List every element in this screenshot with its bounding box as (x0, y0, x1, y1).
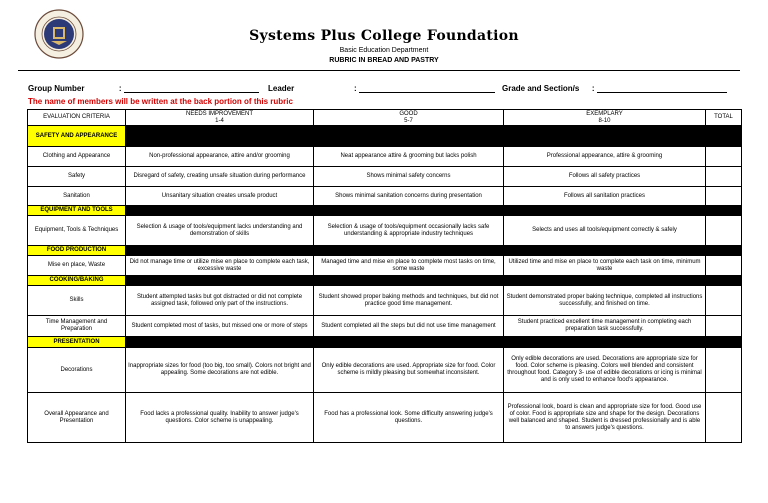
criteria-cell: Safety (28, 167, 126, 187)
good-cell: Student completed all the steps but did not use time management (314, 316, 504, 337)
group-number-input[interactable] (124, 84, 259, 93)
section-bar (126, 337, 742, 348)
needs-cell: Selection & usage of tools/equipment lacks understanding and demonstration of skills (126, 216, 314, 246)
needs-cell: Unsanitary situation creates unsafe product (126, 187, 314, 206)
colon: : (591, 84, 595, 93)
exemplary-range: 8-10 (598, 117, 611, 124)
exemplary-cell: Professional appearance, attire & grooming (504, 147, 706, 167)
total-cell[interactable] (706, 393, 742, 443)
exemplary-header (504, 110, 706, 126)
good-cell: Student showed proper baking methods and techniques, but did not practice good time management. (314, 286, 504, 316)
section-row (28, 276, 742, 286)
section-row (28, 337, 742, 348)
good-cell: Managed time and mise en place to complete most tasks on time, some waste (314, 256, 504, 276)
section-bar (126, 246, 742, 256)
good-cell: Shows minimal sanitation concerns during presentation (314, 187, 504, 206)
needs-improvement-range: 1-4 (215, 117, 224, 124)
criteria-cell: Skills (28, 286, 126, 316)
leader-field-label (268, 84, 294, 93)
section-row (28, 206, 742, 216)
exemplary-label: EXEMPLARY (586, 110, 623, 117)
good-cell: Selection & usage of tools/equipment occasionally lacks safe understanding & appropriate industry techniques (314, 216, 504, 246)
rubric-title: RUBRIC IN BREAD AND PASTRY (329, 57, 439, 64)
members-note: The name of members will be written at the back portion of this rubric (28, 97, 293, 106)
section-bar (126, 206, 742, 216)
needs-cell: Inappropriate sizes for food (too big, too small). Colors not bright and appealing. Some decorations are not edible. (126, 348, 314, 393)
table-row (28, 316, 742, 337)
section-title: FOOD PRODUCTION (28, 246, 126, 256)
exemplary-cell: Follows all sanitation practices (504, 187, 706, 206)
section-row (28, 126, 742, 147)
needs-cell: Non-professional appearance, attire and/or grooming (126, 147, 314, 167)
table-row (28, 286, 742, 316)
needs-cell: Did not manage time or utilize mise en place to complete each task, excessive waste (126, 256, 314, 276)
needs-improvement-label: NEEDS IMPROVEMENT (185, 110, 253, 117)
good-range: 5-7 (404, 117, 413, 124)
leader-input[interactable] (359, 84, 495, 93)
exemplary-cell: Utilized time and mise en place to complete each task on time, minimum waste (504, 256, 706, 276)
exemplary-cell: Follows all safety practices (504, 167, 706, 187)
needs-cell: Student completed most of tasks, but missed one or more of steps (126, 316, 314, 337)
table-row (28, 348, 742, 393)
good-cell: Shows minimal safety concerns (314, 167, 504, 187)
criteria-cell: Mise en place, Waste (28, 256, 126, 276)
exemplary-cell: Professional look, board is clean and appropriate size for food. Good use of color. Food is appropriate size and shape for the design. Decorations well balanced and shaped. Student is dressed professionally and is able to answers judge's questions. (504, 393, 706, 443)
exemplary-cell: Selects and uses all tools/equipment correctly & safely (504, 216, 706, 246)
section-title: PRESENTATION (28, 337, 126, 348)
grade-section-field (502, 84, 727, 93)
section-title: SAFETY AND APPEARANCE (28, 126, 126, 147)
grade-section-label: Grade and Section/s (502, 84, 580, 93)
needs-cell: Food lacks a professional quality. Inability to answer judge's questions. Color scheme is unappealing. (126, 393, 314, 443)
exemplary-cell: Only edible decorations are used. Decorations are appropriate size for food. Color scheme is pleasing. Colors well blended and consistent throughout food. Category 3- use of edible decorations or icing is minimal and is only used to enhance food's appearance. (504, 348, 706, 393)
total-cell[interactable] (706, 187, 742, 206)
criteria-cell: Time Management and Preparation (28, 316, 126, 337)
good-label: GOOD (399, 110, 418, 117)
section-title: EQUIPMENT AND TOOLS (28, 206, 126, 216)
section-title: COOKING/BAKING (28, 276, 126, 286)
total-cell[interactable] (706, 316, 742, 337)
good-header (314, 110, 504, 126)
criteria-cell: Overall Appearance and Presentation (28, 393, 126, 443)
grade-section-input[interactable] (597, 84, 727, 93)
criteria-cell: Decorations (28, 348, 126, 393)
criteria-cell: Sanitation (28, 187, 126, 206)
needs-cell: Disregard of safety, creating unsafe situation during performance (126, 167, 314, 187)
section-bar (126, 126, 742, 147)
header-divider (18, 70, 740, 71)
total-cell[interactable] (706, 167, 742, 187)
needs-cell: Student attempted tasks but got distracted or did not complete assigned task, followed only part of the instructions. (126, 286, 314, 316)
section-bar (126, 276, 742, 286)
colon: : (354, 84, 357, 93)
table-row (28, 393, 742, 443)
rubric-table (27, 109, 742, 443)
good-cell: Food has a professional look. Some difficulty answering judge's questions. (314, 393, 504, 443)
criteria-cell: Equipment, Tools & Techniques (28, 216, 126, 246)
exemplary-cell: Student practiced excellent time management in completing each preparation task successfully. (504, 316, 706, 337)
table-row (28, 256, 742, 276)
header-row (28, 110, 742, 126)
table-row (28, 187, 742, 206)
total-cell[interactable] (706, 348, 742, 393)
group-number-field (28, 84, 259, 93)
total-cell[interactable] (706, 147, 742, 167)
table-row (28, 216, 742, 246)
exemplary-cell: Student demonstrated proper baking technique, completed all instructions successfully, and finished on time. (504, 286, 706, 316)
leader-field (354, 84, 495, 93)
table-row (28, 147, 742, 167)
criteria-cell: Clothing and Appearance (28, 147, 126, 167)
good-cell: Only edible decorations are used. Appropriate size for food. Color scheme is mildly pleasing but somewhat inconsistent. (314, 348, 504, 393)
group-number-label: Group Number (28, 84, 85, 93)
total-cell[interactable] (706, 256, 742, 276)
colon: : (118, 84, 122, 93)
section-row (28, 246, 742, 256)
leader-label: Leader (268, 84, 295, 93)
needs-improvement-header (126, 110, 314, 126)
criteria-header: EVALUATION CRITERIA (28, 110, 126, 126)
total-cell[interactable] (706, 216, 742, 246)
table-row (28, 167, 742, 187)
total-header: TOTAL (706, 110, 742, 126)
total-cell[interactable] (706, 286, 742, 316)
department-name: Basic Education Department (339, 47, 429, 54)
good-cell: Neat appearance attire & grooming but lacks polish (314, 147, 504, 167)
school-name: Systems Plus College Foundation (249, 28, 519, 44)
